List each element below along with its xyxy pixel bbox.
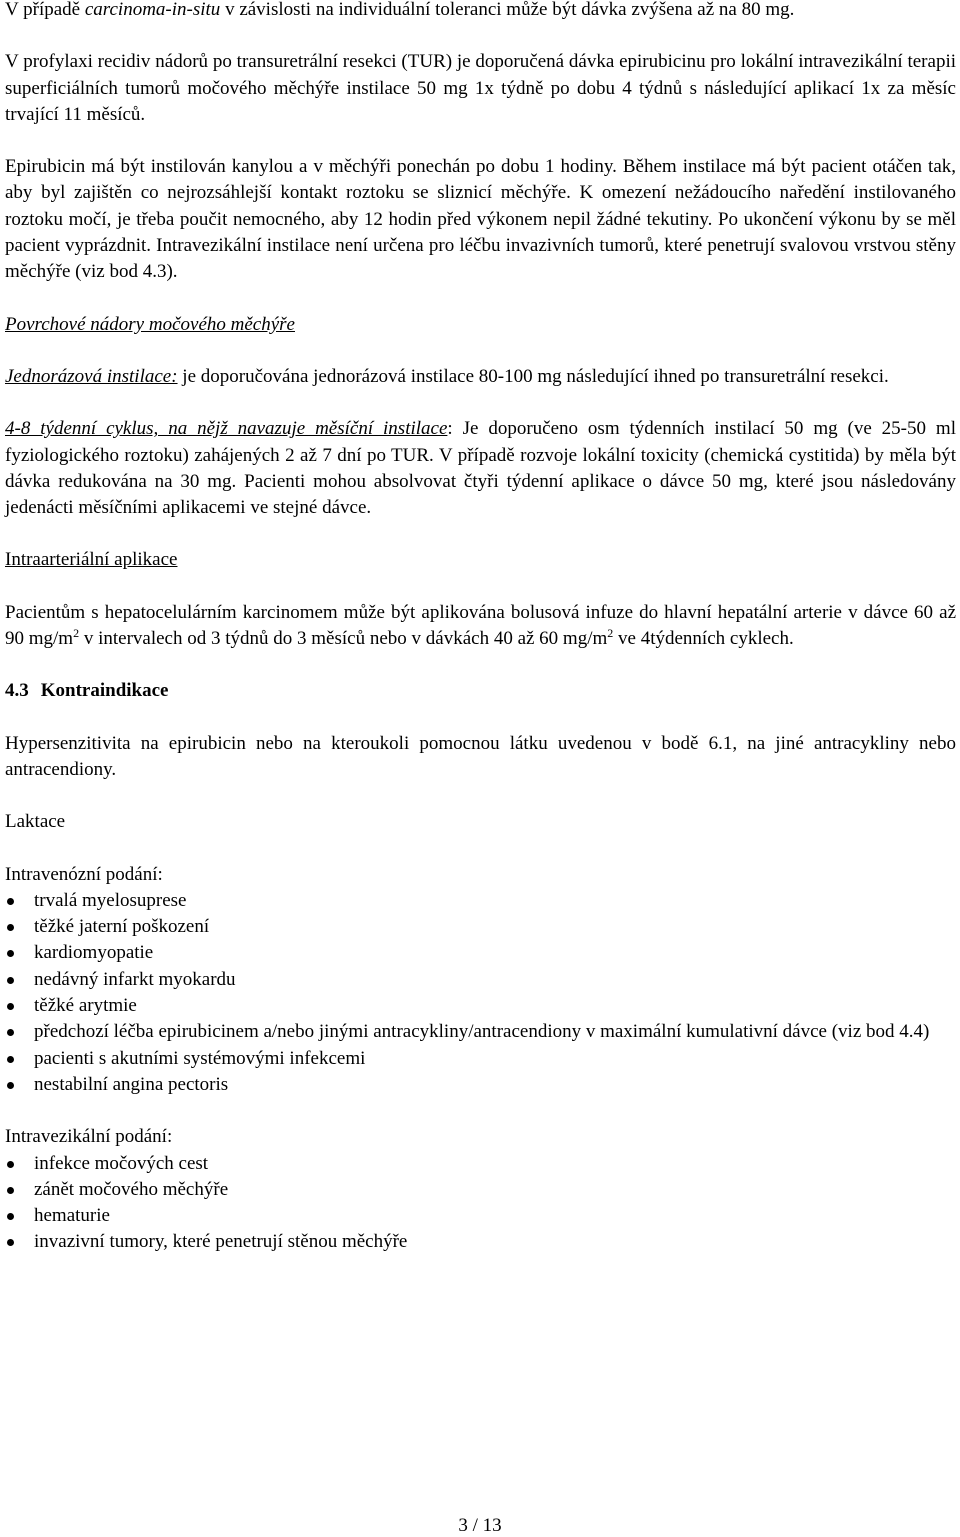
- text-fragment: je doporučována jednorázová instilace 80-100 mg následující ihned po transuretrální resekci.: [177, 365, 889, 387]
- text-fragment: V případě: [5, 0, 85, 20]
- subheading-label: 4-8 týdenní cyklus, na nějž navazuje měsíční instilace: [5, 418, 448, 440]
- section-number: 4.3: [5, 680, 29, 702]
- list-item: pacienti s akutními systémovými infekcemi: [5, 1046, 956, 1072]
- list-item: infekce močových cest: [5, 1151, 956, 1177]
- paragraph-instillation: Epirubicin má být instilován kanylou a v měchýři ponechán po dobu 1 hodiny. Během instilace má být pacient otáčen tak, aby byl zajištěn co nejrozsáhlejší kontakt roztoku se sliznicí měchýře. K omezení nežádoucího naředění instilovaného roztoku močí, je třeba poučit nemocného, aby 12 hodin před výkonem nepil žádné tekutiny. Po ukončení výkonu by se měl pacient vyprázdnit. Intravezikální instilace není určena pro léčbu invazivních tumorů, které penetrují svalovou vrstvou stěny měchýře (viz bod 4.3).: [5, 156, 956, 283]
- list-item: těžké arytmie: [5, 993, 956, 1019]
- list-item: kardiomyopatie: [5, 940, 956, 966]
- superscript: 2: [73, 626, 80, 641]
- label-intravenous: Intravenózní podání:: [5, 863, 163, 885]
- superscript: 2: [607, 626, 614, 641]
- list-intravenous-contraindications: [5, 888, 956, 1098]
- paragraph-cis-dose: [5, 0, 956, 23]
- paragraph-weekly-cycle: [5, 416, 956, 521]
- list-item: předchozí léčba epirubicinem a/nebo jinými antracykliny/antracendiony v maximální kumulativní dávce (viz bod 4.4): [5, 1019, 956, 1045]
- label-intravesical: Intravezikální podání:: [5, 1126, 173, 1148]
- section-heading-contraindications: [5, 678, 956, 704]
- section-title: Kontraindikace: [40, 680, 169, 702]
- list-item: hematurie: [5, 1203, 956, 1229]
- text-fragment: v závislosti na individuální toleranci může být dávka zvýšena až na 80 mg.: [220, 0, 795, 20]
- subheading-label: Jednorázová instilace:: [5, 365, 178, 387]
- text-fragment: Pacientům s hepatocelulárním karcinomem může být aplikována bolusová infuze do hlavní hepatální arterie v dávce 60 až 90 mg/m: [5, 601, 956, 650]
- text-fragment: ve 4týdenních cyklech.: [613, 628, 794, 650]
- list-item: těžké jaterní poškození: [5, 914, 956, 940]
- paragraph-prophylaxis: V profylaxi recidiv nádorů po transuretrální resekci (TUR) je doporučená dávka epirubicinu pro lokální intravezikální terapii superficiálních tumorů močového měchýře instilace 50 mg 1x týdně po dobu 4 týdnů s následující aplikací 1x za měsíc trvající 11 měsíců.: [5, 51, 956, 125]
- paragraph-hepatocellular: [5, 600, 956, 653]
- document-page: [5, 0, 956, 1256]
- heading-superficial-tumors: Povrchové nádory močového měchýře: [5, 313, 295, 335]
- paragraph-single-instillation: [5, 364, 956, 390]
- italic-term: carcinoma-in-situ: [84, 0, 221, 20]
- list-item: trvalá myelosuprese: [5, 888, 956, 914]
- list-item: nestabilní angina pectoris: [5, 1072, 956, 1098]
- text-fragment: : Je doporučeno osm týdenních instilací 50 mg (ve 25-50 ml fyziologického roztoku) zahájených 2 až 7 dní po TUR. V případě rozvoje lokální toxicity (chemická cystitida) by měla být dávka redukována na 30 mg. Pacienti mohou absolvovat čtyři týdenní aplikace o dávce 50 mg, které jsou následovány jedenácti měsíčními aplikacemi ve stejné dávce.: [5, 418, 956, 519]
- list-item: invazivní tumory, které penetrují stěnou měchýře: [5, 1229, 956, 1255]
- paragraph-hypersensitivity: Hypersenzitivita na epirubicin nebo na kteroukoli pomocnou látku uvedenou v bodě 6.1, na jiné antracykliny nebo antracendiony.: [5, 732, 956, 780]
- heading-intraarterial: Intraarteriální aplikace: [5, 549, 178, 571]
- text-fragment: v intervalech od 3 týdnů do 3 měsíců nebo v dávkách 40 až 60 mg/m: [79, 628, 608, 650]
- page-number: 3 / 13: [458, 1515, 502, 1536]
- list-item: nedávný infarkt myokardu: [5, 967, 956, 993]
- label-lactation: Laktace: [5, 811, 66, 833]
- list-intravesical-contraindications: [5, 1151, 956, 1256]
- list-item: zánět močového měchýře: [5, 1177, 956, 1203]
